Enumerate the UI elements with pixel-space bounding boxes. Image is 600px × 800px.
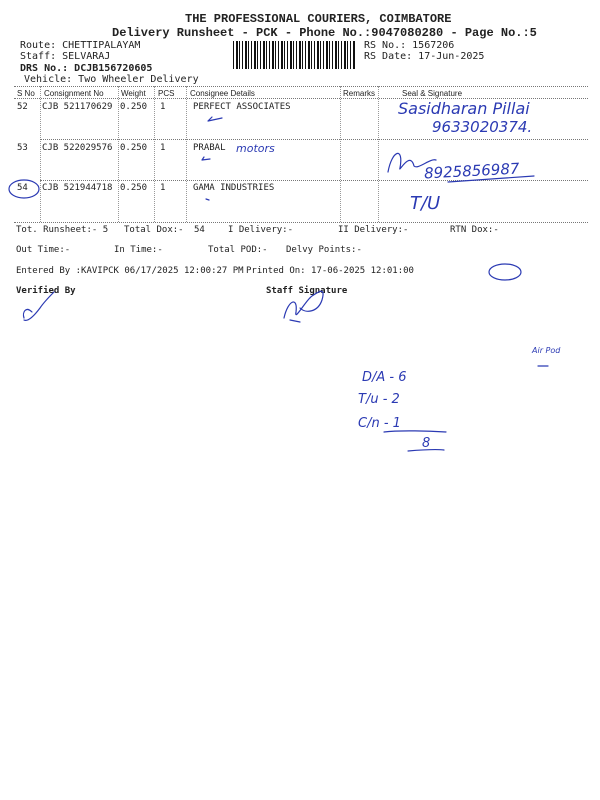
printed-on: Printed On: 17-06-2025 12:01:00 [246, 266, 414, 276]
col-seal-signature: Seal & Signature [402, 89, 463, 98]
row-consignee: PERFECT ASSOCIATES [193, 102, 291, 112]
total-dox-label: Total Dox:- [124, 225, 184, 235]
staff: Staff: SELVARAJ [20, 51, 111, 62]
arrow-mark-1 [208, 117, 222, 121]
handwritten-phone-2: 8925856987 [423, 159, 520, 183]
rs-number: RS No.: 1567206 [364, 40, 455, 51]
handwritten-dia: D/A - 6 [362, 370, 407, 385]
total-underline [408, 450, 444, 451]
vehicle: Vehicle: Two Wheeler Delivery [24, 74, 199, 85]
handwritten-airpod: Air Pod [532, 346, 561, 355]
delvy-points: Delvy Points:- [286, 245, 362, 255]
handwritten-phone: 9633020374. [432, 118, 533, 136]
ii-delivery: II Delivery:- [338, 225, 409, 235]
verified-check [24, 292, 54, 320]
in-time: In Time:- [114, 245, 163, 255]
col-weight: Weight [121, 89, 146, 98]
col-consignment: Consignment No [44, 89, 104, 98]
staff-signature-mark-2 [290, 320, 300, 322]
row-sno: 53 [17, 143, 28, 153]
row-consignment: CJB 521170629 [42, 102, 113, 112]
runsheet-subtitle: Delivery Runsheet - PCK - Phone No.:9047080280 - Page No.:5 [112, 26, 537, 40]
col-pcs: PCS [158, 89, 175, 98]
company-title: THE PROFESSIONAL COURIERS, COIMBATORE [185, 12, 452, 26]
rtn-dox: RTN Dox:- [450, 225, 499, 235]
tot-runsheet: Tot. Runsheet:- 5 [16, 225, 109, 235]
verified-by: Verified By [16, 286, 76, 296]
tick-mark-3 [206, 199, 209, 200]
staff-signature-label: Staff Signature [266, 286, 348, 296]
handwritten-total: 8 [422, 436, 431, 451]
handwritten-name: Sasidharan Pillai [398, 99, 530, 118]
handwritten-cn-count: C/n - 1 [358, 416, 401, 431]
row-consignee: GAMA INDUSTRIES [193, 183, 275, 193]
circle-sno-54 [9, 180, 39, 198]
row-sno: 54 [17, 183, 28, 193]
rs-date: RS Date: 17-Jun-2025 [364, 51, 485, 62]
row-weight: 0.250 [120, 183, 148, 193]
col-remarks: Remarks [343, 89, 376, 98]
col-sno: S No [17, 89, 35, 98]
circle-mark-right [489, 264, 521, 280]
row-consignment: CJB 521944718 [42, 183, 113, 193]
row-consignee: PRABAL [193, 143, 226, 153]
row-weight: 0.250 [120, 102, 148, 112]
total-line [384, 431, 446, 432]
signature-row2 [388, 153, 436, 172]
row-pcs: 1 [160, 183, 166, 193]
route: Route: CHETTIPALAYAM [20, 40, 141, 51]
entered-by: Entered By :KAVIPCK 06/17/2025 12:00:27 PM [16, 266, 244, 276]
row-pcs: 1 [160, 143, 166, 153]
i-delivery: I Delivery:- [228, 225, 294, 235]
drs-number: DRS No.: DCJB156720605 [20, 63, 153, 74]
row-weight: 0.250 [120, 143, 148, 153]
out-time: Out Time:- [16, 245, 71, 255]
row-sno: 52 [17, 102, 28, 112]
verified-check-2 [23, 310, 32, 318]
staff-signature-mark [284, 291, 323, 318]
handwritten-motors: motors [236, 142, 275, 155]
arrow-mark-2 [202, 157, 210, 160]
handwritten-tu: T/U [410, 193, 441, 214]
col-consignee: Consignee Details [190, 89, 255, 98]
underline-phone-2 [448, 176, 534, 182]
total-dox-value: 54 [194, 225, 205, 235]
total-pod: Total POD:- [208, 245, 268, 255]
row-consignment: CJB 522029576 [42, 143, 113, 153]
row-pcs: 1 [160, 102, 166, 112]
handwritten-tu-count: T/u - 2 [358, 392, 400, 407]
